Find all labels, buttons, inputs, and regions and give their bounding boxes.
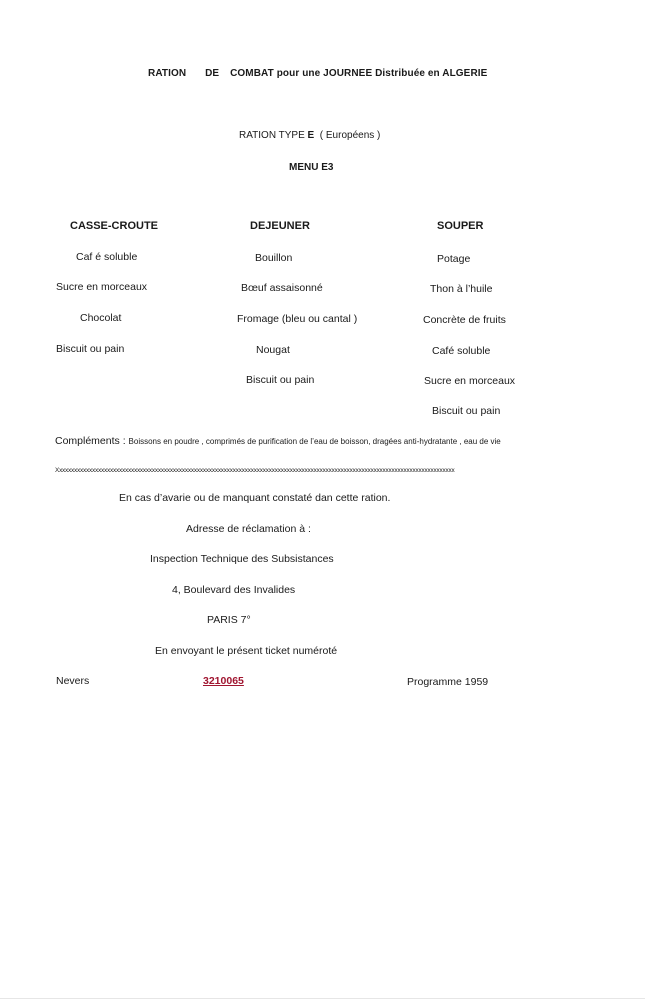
ration-type-letter: E	[307, 130, 315, 141]
document-title	[148, 67, 487, 80]
title-part-ration: RATION	[148, 68, 187, 79]
menu-code: MENU E3	[289, 162, 334, 173]
list-item: Caf é soluble	[76, 251, 138, 263]
claim-line-6: En envoyant le présent ticket numéroté	[155, 645, 338, 657]
claim-line-4: 4, Boulevard des Invalides	[172, 584, 296, 596]
title-part-journee: JOURNEE	[323, 68, 373, 79]
title-part-combat: COMBAT pour une	[230, 68, 321, 79]
title-part-algerie: Distribuée en ALGERIE	[375, 68, 488, 79]
ration-type-label: RATION TYPE	[239, 130, 305, 141]
complements-text: Boissons en poudre , comprimés de purification de l’eau de boisson, dragées anti-hydratante , eau de vie	[128, 437, 501, 446]
scan-edge-line	[0, 998, 645, 999]
claim-line-5: PARIS 7°	[207, 614, 251, 626]
list-item: Nougat	[256, 344, 290, 356]
ration-type-note: ( Européens )	[319, 130, 381, 141]
column-heading-souper: SOUPER	[437, 220, 484, 232]
column-heading-casse-croute: CASSE-CROUTE	[70, 220, 159, 232]
list-item: Sucre en morceaux	[424, 375, 516, 387]
complements-label: Compléments :	[55, 435, 126, 447]
list-item: Sucre en morceaux	[56, 281, 148, 293]
ticket-number: 3210065	[203, 675, 244, 687]
list-item: Fromage (bleu ou cantal )	[237, 313, 358, 325]
claim-line-1: En cas d’avarie ou de manquant constaté dan cette ration.	[119, 492, 391, 504]
claim-line-3: Inspection Technique des Subsistances	[150, 553, 334, 565]
list-item: Biscuit ou pain	[56, 343, 125, 355]
list-item: Thon à l’huile	[430, 283, 493, 295]
footer-place: Nevers	[56, 675, 90, 687]
programme-year: Programme 1959	[407, 676, 489, 688]
list-item: Biscuit ou pain	[432, 405, 501, 417]
list-item: Bœuf assaisonné	[241, 282, 323, 294]
claim-line-2: Adresse de réclamation à :	[186, 523, 311, 535]
column-heading-dejeuner: DEJEUNER	[250, 220, 310, 232]
list-item: Chocolat	[80, 312, 122, 324]
ration-type	[239, 129, 380, 142]
list-item: Café soluble	[432, 345, 491, 357]
list-item: Bouillon	[255, 252, 293, 264]
complements-line	[55, 435, 501, 448]
separator-line: Xxxxxxxxxxxxxxxxxxxxxxxxxxxxxxxxxxxxxxxxxxxxxxxxxxxxxxxxxxxxxxxxxxxxxxxxxxxxxxxxxxxxxxxxxxxxxxxxxxxxxxxxxxxxxxxxxxxxxxxxxxxxxxxxxxxxx	[55, 467, 455, 474]
list-item: Biscuit ou pain	[246, 374, 315, 386]
list-item: Concrète de fruits	[423, 314, 506, 326]
list-item: Potage	[437, 253, 471, 265]
title-part-de: DE	[205, 68, 220, 79]
